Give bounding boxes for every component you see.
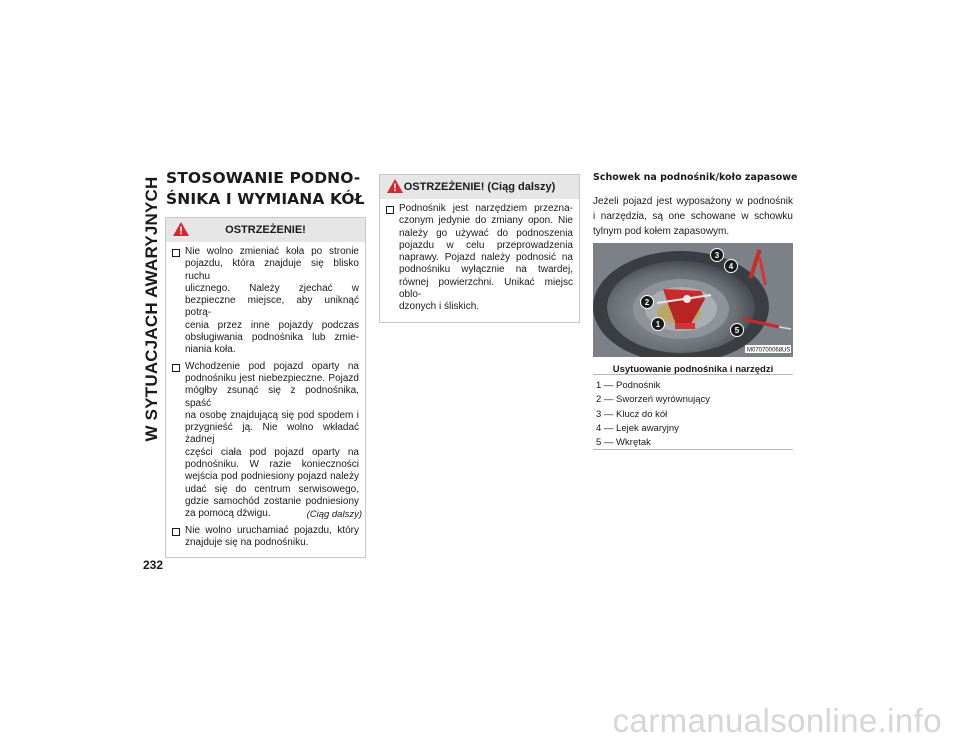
svg-text:2: 2 <box>644 298 650 307</box>
text-line: wejścia pod podniesiony pojazd należy <box>185 471 359 483</box>
svg-text:1: 1 <box>655 320 661 329</box>
callout-1 <box>652 318 665 331</box>
text-line: pojazdu w celu przeprowadzenia <box>399 239 573 251</box>
page-number: 232 <box>143 558 164 572</box>
legend-item: 1 — Podnośnik <box>596 380 661 391</box>
warning-title: OSTRZEŻENIE! <box>225 224 306 236</box>
warning-box <box>165 217 366 558</box>
legend-item: 5 — Wkrętak <box>596 437 651 449</box>
text-line: znajduje się na podnośniku. <box>185 536 309 548</box>
svg-text:3: 3 <box>714 251 720 260</box>
text-line: czonym jedynie do zmiany opon. Nie <box>399 215 573 227</box>
legend-item: 2 — Sworzeń wyrównujący <box>596 394 711 406</box>
warning-box-continued <box>379 174 580 323</box>
svg-text:5: 5 <box>734 326 740 335</box>
callout-4 <box>725 260 738 273</box>
text-line: udać się do centrum serwisowego, <box>185 483 359 495</box>
section-heading-line: ŚNIKA I WYMIANA KÓŁ <box>166 190 365 208</box>
section-heading <box>166 168 366 210</box>
callout-3 <box>711 249 724 262</box>
square-bullet-icon <box>172 528 180 536</box>
text-line: pojazdu, która znajduje się blisko ruchu <box>185 258 359 282</box>
callout-2 <box>641 296 654 309</box>
svg-text:4: 4 <box>728 262 734 271</box>
text-line: bezpieczne miejsce, aby uniknąć potrą- <box>185 295 359 319</box>
warning-body <box>380 199 579 322</box>
warning-triangle-icon <box>386 178 404 194</box>
text-line: części ciała pod pojazd oparty na <box>185 446 359 458</box>
text-line: cenia przez inne pojazdy podczas <box>185 319 359 331</box>
jack-stowage-illustration <box>593 243 793 357</box>
divider <box>593 374 793 375</box>
legend-item: 3 — Klucz do kół <box>596 408 668 420</box>
figure-caption: Usytuowanie podnośnika i narzędzi <box>612 364 774 375</box>
text-line: Jeżeli pojazd jest wyposażony w podnośnik <box>593 196 793 207</box>
text-line: podnośniku wyłącznie na twardej, <box>399 264 573 276</box>
warning-item <box>172 361 359 521</box>
text-line: należy go używać do podnoszenia <box>399 227 573 239</box>
sub-heading: Schowek na podnośnik/koło zapasowe <box>593 172 798 183</box>
section-tab-label: W SYTUACJACH AWARYJNYCH <box>142 176 161 442</box>
watermark: carmanualsonline.info <box>612 702 942 739</box>
divider <box>593 449 793 450</box>
warning-title: OSTRZEŻENIE! (Ciąg dalszy) <box>403 181 556 193</box>
warning-item <box>172 246 359 357</box>
continued-note: (Ciąg dalszy) <box>306 509 362 520</box>
text-line: Wchodzenie pod pojazd oparty na <box>185 360 359 372</box>
text-line: niania koła. <box>185 344 236 356</box>
text-line: równej powierzchni. Unikać miejsc oblo- <box>399 276 573 301</box>
text-line: podnośniku jest niebezpieczne. Pojazd <box>185 372 359 384</box>
section-tab <box>140 176 164 442</box>
text-line: na osobę znajdującą się pod spodem i <box>185 409 359 421</box>
text-line: i narzędzia, są one schowane w schowku <box>593 211 793 222</box>
warning-header <box>166 218 365 242</box>
text-line: przygnieść ją. Nie wolno wkładać żadnej <box>185 422 359 446</box>
square-bullet-icon <box>172 364 180 372</box>
text-line: Nie wolno zmieniać koła po stronie <box>185 246 359 257</box>
text-line: podnośniku. W razie konieczności <box>185 459 359 471</box>
square-bullet-icon <box>172 249 180 257</box>
warning-item <box>386 203 573 314</box>
callout-5 <box>731 324 744 337</box>
warning-triangle-icon <box>172 221 190 237</box>
text-line: dzonych i śliskich. <box>399 301 480 313</box>
text-line: tylnym pod kołem zapasowym. <box>593 226 730 237</box>
text-line: mógłby zsunąć się z podnośnika, spaść <box>185 385 359 409</box>
text-line: naprawy. Pojazd należy podnosić na <box>399 252 573 264</box>
body-paragraph <box>593 194 793 239</box>
text-line: gdzie samochód zostanie podniesiony <box>185 495 359 507</box>
text-line: za pomocą dźwigu. <box>185 508 271 520</box>
text-line: Nie wolno uruchamiać pojazdu, który <box>185 524 359 536</box>
text-line: obsługiwania podnośnika lub zmie- <box>185 332 359 344</box>
figure-legend <box>596 379 710 450</box>
warning-header <box>380 175 579 199</box>
warning-item <box>172 525 359 550</box>
text-line: ulicznego. Należy zjechać w <box>185 282 359 294</box>
legend-item: 4 — Lejek awaryjny <box>596 422 679 434</box>
figure-code: M070700068US <box>747 347 791 354</box>
section-heading-line: STOSOWANIE PODNO- <box>166 169 361 187</box>
square-bullet-icon <box>386 206 394 214</box>
jack-stowage-photo <box>593 243 793 357</box>
text-line: Podnośnik jest narzędziem przezna- <box>399 203 573 214</box>
